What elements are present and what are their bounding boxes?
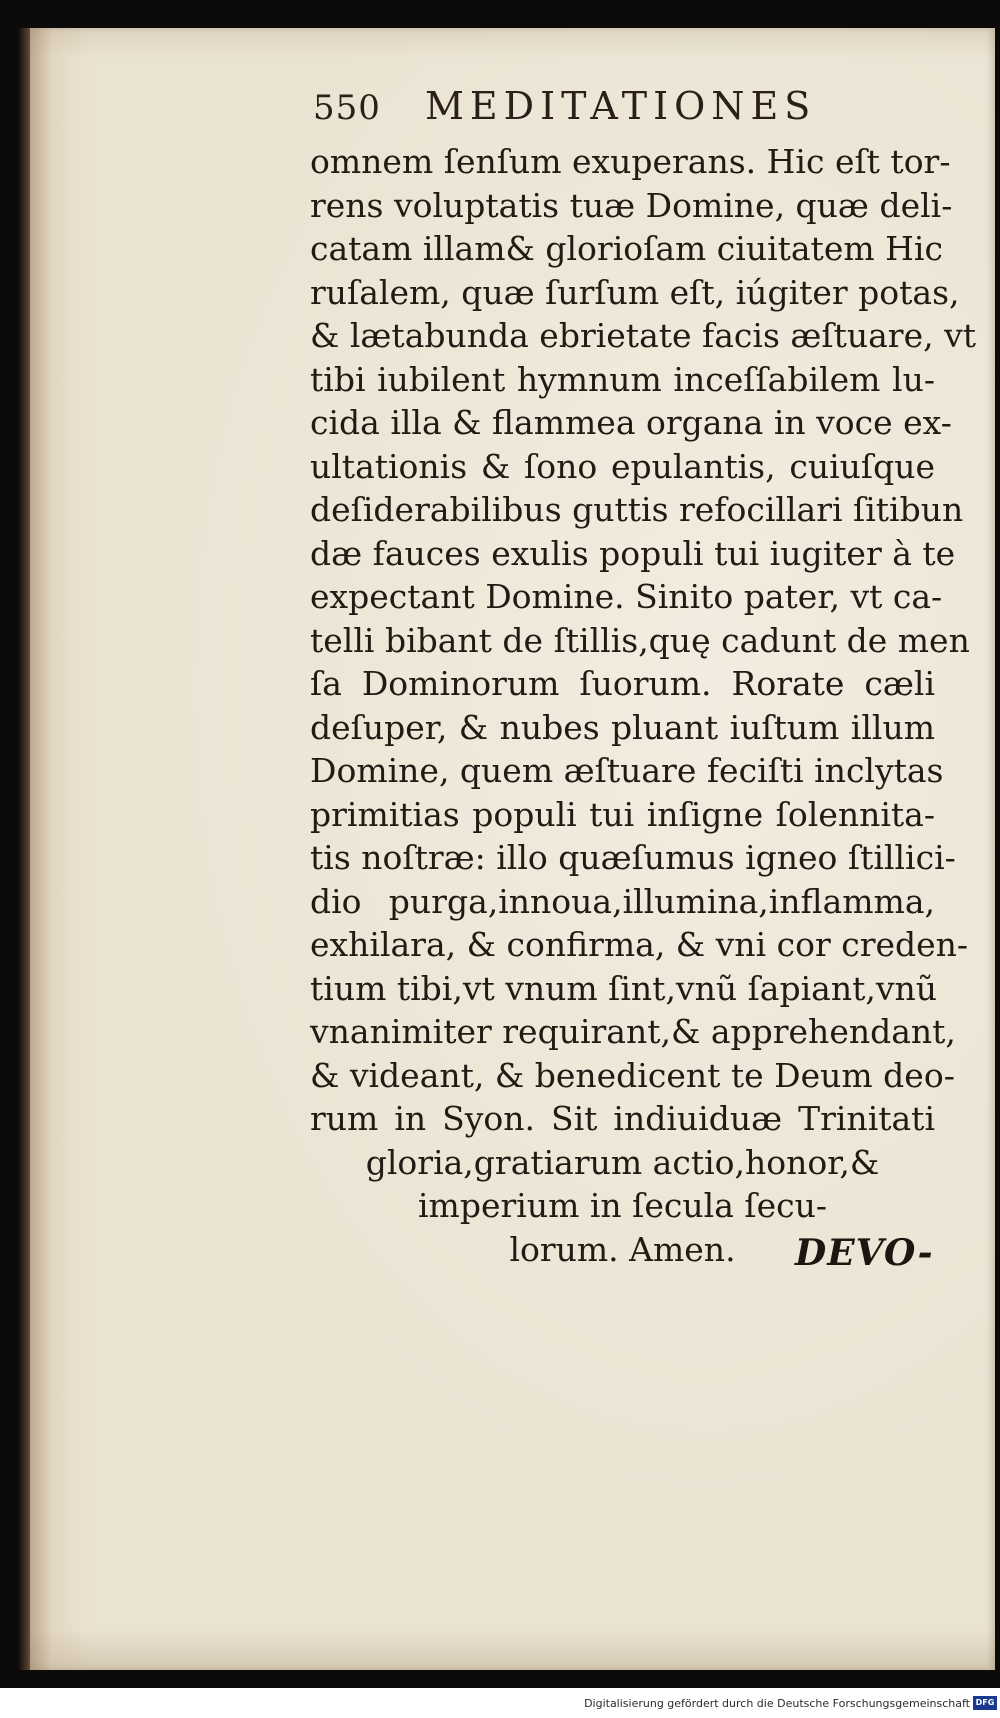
text-line: cida illa & flammea organa in voce ex- xyxy=(310,403,952,442)
catchword: DEVO- xyxy=(795,1232,934,1274)
closing-line: gloria,gratiarum actio,honor,& xyxy=(365,1142,880,1182)
text-line: rum in Syon. Sit indiuiduæ Trinitati xyxy=(310,1099,935,1138)
text-line: expectant Domine. Sinito pater, vt ca- xyxy=(310,577,943,616)
text-line: vnanimiter requirant,& apprehendant, xyxy=(310,1012,956,1051)
page-header xyxy=(305,78,825,138)
text-line: tis noſtræ: illo quæſumus igneo ſtillici- xyxy=(310,838,956,877)
main-text xyxy=(310,140,976,1271)
text-line: catam illam& glorioſam ciuitatem Hic xyxy=(310,229,943,268)
text-line: & lætabunda ebrietate facis æſtuare, vt xyxy=(310,316,976,355)
running-title: MEDITATIONES xyxy=(425,84,817,128)
text-line: dæ fauces exulis populi tui iugiter à te xyxy=(310,533,956,573)
text-line: deſuper, & nubes pluant iuſtum illum xyxy=(310,707,935,747)
text-line: ultationis & ſono epulantis, cuiuſque xyxy=(310,446,935,486)
text-line: Domine, quem æſtuare feciſti inclytas xyxy=(310,751,944,790)
text-line: omnem ſenſum exuperans. Hic eſt tor- xyxy=(310,142,951,181)
closing-line: lorum. Amen. xyxy=(509,1229,736,1269)
digitization-footer xyxy=(0,1692,1000,1718)
text-line: deſiderabilibus guttis refocillari ſitibun xyxy=(310,490,964,529)
text-line: exhilara, & confirma, & vni cor creden- xyxy=(310,925,969,964)
text-line: tibi iubilent hymnum inceſſabilem lu- xyxy=(310,359,935,399)
text-line: tium tibi,vt vnum ſint,vnũ ſapiant,vnũ xyxy=(310,968,937,1008)
closing-line: imperium in ſecula ſecu- xyxy=(418,1186,827,1225)
text-line: dio purga,innoua,illumina,inflamma, xyxy=(310,881,935,921)
text-line: telli bibant de ſtillis,quę cadunt de men xyxy=(310,620,970,660)
text-line: & videant, & benedicent te Deum deo- xyxy=(310,1055,955,1095)
page-number: 550 xyxy=(313,88,381,128)
text-line: ruſalem, quæ ſurſum eſt, iúgiter potas, xyxy=(310,272,960,312)
dfg-logo-icon: DFG xyxy=(973,1696,997,1710)
text-line: ſa Dominorum ſuorum. Rorate cæli xyxy=(310,664,935,703)
text-line: primitias populi tui inſigne ſolennita- xyxy=(310,794,935,834)
text-line: rens voluptatis tuæ Domine, quæ deli- xyxy=(310,185,953,225)
funding-notice: Digitalisierung gefördert durch die Deutsche Forschungsgemeinschaft xyxy=(584,1697,970,1710)
